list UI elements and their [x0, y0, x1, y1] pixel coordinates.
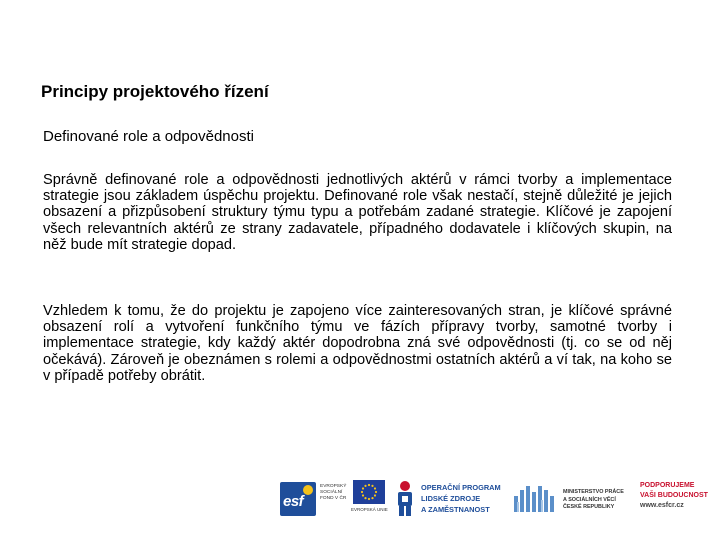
eu-label: EVROPSKÁ UNIE: [351, 507, 388, 512]
mpsv-logo: [514, 476, 632, 520]
section-subtitle: Definované role a odpovědnosti: [43, 128, 254, 145]
op-lzz-logo: [394, 476, 518, 520]
esf-mark-icon: esf: [280, 482, 316, 516]
mpsv-bars-icon: [514, 482, 558, 516]
esf-text: EVROPSKÝ SOCIÁLNÍ FOND V ČR: [320, 484, 347, 501]
eu-flag-icon: [353, 480, 385, 504]
footer-logos: [278, 476, 720, 526]
paragraph-1: Správně definované role a odpovědnosti jednotlivých aktérů v rámci tvorby a implementace strategie jsou základem úspěchu projektu. Definované role však nestačí, stejně důležité je jejich obsazení a přizpůsobení struktury týmu typu a potřebám zadané strategie. Klíčové je zapojení všech relevantních aktérů ze strany zadavatele, případného dodavatele i klíčových skupin, na něž bude mít strategie dopad.: [43, 172, 672, 253]
op-lzz-text: OPERAČNÍ PROGRAM LIDSKÉ ZDROJE A ZAMĚSTNANOST: [421, 483, 501, 514]
support-text: PODPORUJEME VAŠI BUDOUCNOST www.esfcr.cz: [640, 482, 708, 509]
mpsv-text: MINISTERSTVO PRÁCE A SOCIÁLNÍCH VĚCÍ ČESKÉ REPUBLIKY: [563, 489, 624, 510]
support-logo: [638, 476, 718, 520]
esf-logo: [280, 476, 388, 520]
paragraph-2: Vzhledem k tomu, že do projektu je zapojeno více zainteresovaných stran, je klíčové správné obsazení rolí a vytvoření funkčního týmu ve fázích přípravy tvorby, samotné tvorby i implementace strategie, kdy každý aktér dopodrobna zná své odpovědnosti (tj. co se od něj očekává). Zároveň je obeznámen s rolemi a odpovědnostmi ostatních aktérů a ví tak, na koho se v případě potřeby obrátit.: [43, 303, 672, 384]
slide-title: Principy projektového řízení: [41, 82, 269, 101]
op-lzz-figure-icon: [394, 480, 416, 516]
